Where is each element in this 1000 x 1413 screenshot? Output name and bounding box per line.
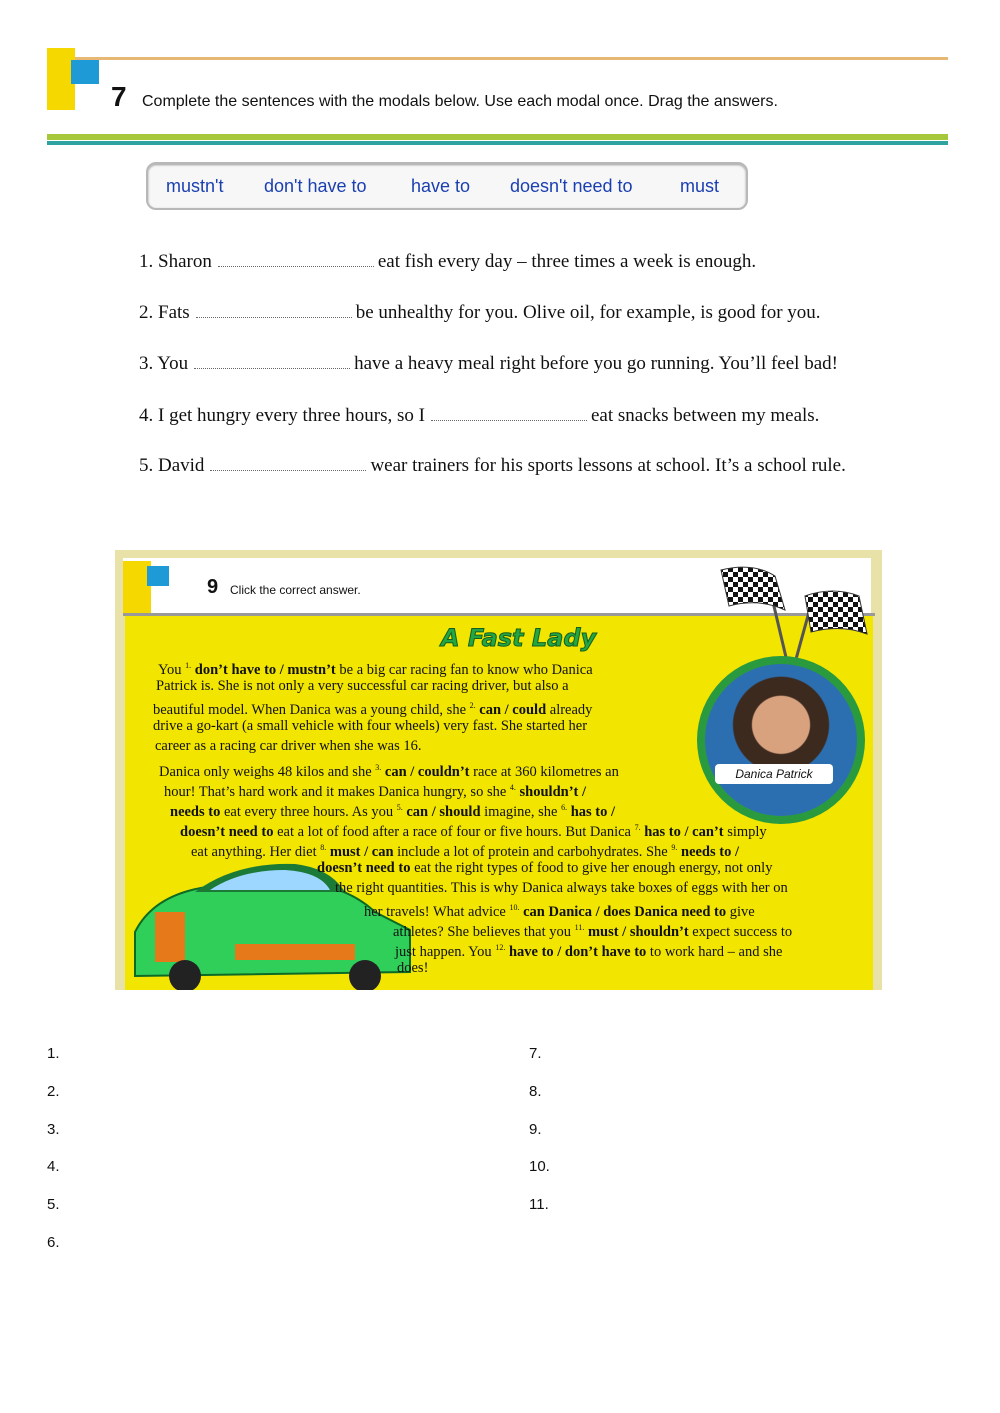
word-bank — [146, 162, 748, 210]
answer-choice-7[interactable]: has to / can’t — [644, 823, 724, 840]
article-line: doesn’t need to eat the right types of food to give her enough energy, not only — [317, 860, 773, 876]
driver-portrait — [697, 656, 865, 824]
answer-line-10[interactable]: 10. — [529, 1158, 550, 1175]
article-line: doesn’t need to eat a lot of food after a race of four or five hours. But Danica $^{7.}$ has to / can’t simply — [180, 823, 767, 840]
portrait-photo — [705, 664, 857, 816]
article-line: hour! That’s hard work and it makes Danica hungry, so she $^{4.}$ shouldn’t / — [164, 783, 587, 800]
drop-gap-1[interactable] — [218, 250, 374, 267]
article-area — [125, 616, 873, 990]
header-blue-square — [147, 566, 169, 586]
sentence-5-start: 5. David — [139, 455, 205, 476]
article-line: beautiful model. When Danica was a young child, she $^{2.}$ can / could already — [153, 701, 593, 718]
sentence-4-start: 4. I get hungry every three hours, so I — [139, 405, 425, 426]
article-line: eat anything. Her diet $^{8.}$ must / can include a lot of protein and carbohydrates. She $^{9.}$ needs to / — [191, 843, 739, 860]
answer-line-3[interactable]: 3. — [47, 1121, 60, 1138]
checkered-flags-icon — [713, 562, 873, 672]
word-dont-have-to[interactable]: don't have to — [264, 176, 367, 196]
header-green-band — [47, 134, 948, 140]
answer-choice-2[interactable]: can / could — [479, 701, 547, 718]
exercise-7-number: 7 — [111, 81, 127, 112]
article-line: needs to eat every three hours. As you $^{5.}$ can / should imagine, she $^{6.}$ has to / — [170, 803, 616, 820]
answer-line-1[interactable]: 1. — [47, 1045, 60, 1062]
article-line: the right quantities. This is why Danica always take boxes of eggs with her on — [335, 880, 788, 896]
answer-line-5[interactable]: 5. — [47, 1196, 60, 1213]
sentence-4-end: eat snacks between my meals. — [590, 405, 820, 426]
header-top-line — [47, 57, 948, 60]
answer-line-6[interactable]: 6. — [47, 1234, 60, 1251]
answer-choice-11[interactable]: must / shouldn’t — [587, 923, 689, 940]
article-line: You $^{1.}$ don’t have to / mustn’t be a big car racing fan to know who Danica — [158, 661, 593, 678]
answer-choice-12[interactable]: have to / don’t have to — [508, 943, 647, 960]
answer-choice-10[interactable]: can Danica / does Danica need to — [523, 903, 727, 920]
exercise-9-panel — [115, 550, 882, 990]
answer-choice-4a[interactable]: shouldn’t / — [519, 783, 587, 800]
article-line: drive a go-kart (a small vehicle with four wheels) very fast. She started her — [153, 718, 588, 734]
answer-choice-1[interactable]: don’t have to / mustn’t — [194, 661, 336, 678]
drop-gap-5[interactable] — [210, 454, 366, 471]
exercise-7-header — [47, 45, 948, 145]
answer-choice-4b[interactable]: needs to — [170, 803, 221, 820]
word-mustnt[interactable]: mustn't — [166, 176, 224, 196]
answer-choice-8[interactable]: must / can — [329, 843, 394, 860]
portrait-caption: Danica Patrick — [715, 764, 833, 784]
sentence-1 — [139, 250, 756, 273]
sentence-5-end: wear trainers for his sports lessons at school. It’s a school rule. — [370, 455, 846, 476]
sentence-3 — [139, 352, 838, 375]
answer-line-9[interactable]: 9. — [529, 1121, 542, 1138]
article-line: does! — [397, 960, 429, 976]
answer-choice-9a[interactable]: needs to / — [681, 843, 739, 860]
drop-gap-3[interactable] — [194, 352, 350, 369]
article-title: A Fast Lady — [441, 624, 597, 652]
sentence-1-end: eat fish every day – three times a week is enough. — [377, 251, 757, 272]
answer-line-7[interactable]: 7. — [529, 1045, 542, 1062]
article-line: her travels! What advice $^{10.}$ can Danica / does Danica need to give — [364, 903, 755, 920]
sentence-2 — [139, 301, 821, 324]
sentence-4 — [139, 404, 819, 427]
drop-gap-2[interactable] — [196, 301, 352, 318]
article-line: career as a racing car driver when she was 16. — [155, 738, 422, 754]
exercise-9-instruction: Click the correct answer. — [230, 583, 361, 597]
answer-choice-6a[interactable]: has to / — [570, 803, 616, 820]
sentence-1-start: 1. Sharon — [139, 251, 212, 272]
answer-line-2[interactable]: 2. — [47, 1083, 60, 1100]
article-line: Danica only weighs 48 kilos and she $^{3.}$ can / couldn’t race at 360 kilometres an — [159, 763, 619, 780]
exercise-7-instruction: Complete the sentences with the modals below. Use each modal once. Drag the answers. — [142, 93, 778, 110]
sentence-2-start: 2. Fats — [139, 302, 190, 323]
article-line: just happen. You $^{12.}$ have to / don’t have to to work hard – and she — [395, 943, 783, 960]
answer-choice-6b[interactable]: doesn’t need to — [180, 823, 274, 840]
article-line: Patrick is. She is not only a very successful car racing driver, but also a — [156, 678, 569, 694]
answer-line-11[interactable]: 11. — [529, 1196, 549, 1213]
word-must[interactable]: must — [680, 176, 720, 196]
header-blue-square — [71, 60, 99, 84]
word-doesnt-need-to[interactable]: doesn't need to — [510, 176, 633, 196]
answer-choice-9b[interactable]: doesn’t need to — [317, 860, 411, 876]
sentence-5 — [139, 454, 846, 477]
answer-line-4[interactable]: 4. — [47, 1158, 60, 1175]
answer-choice-5[interactable]: can / should — [406, 803, 481, 820]
header-teal-band — [47, 141, 948, 145]
sentence-2-end: be unhealthy for you. Olive oil, for example, is good for you. — [355, 302, 821, 323]
sentence-3-start: 3. You — [139, 353, 189, 374]
answer-choice-3[interactable]: can / couldn’t — [384, 763, 470, 780]
article-line: athletes? She believes that you $^{11.}$ must / shouldn’t expect success to — [393, 923, 793, 940]
exercise-9-number: 9 — [207, 576, 219, 598]
word-have-to[interactable]: have to — [411, 176, 471, 196]
answer-line-8[interactable]: 8. — [529, 1083, 542, 1100]
drop-gap-4[interactable] — [431, 404, 587, 421]
sentence-3-end: have a heavy meal right before you go running. You’ll feel bad! — [354, 353, 838, 374]
